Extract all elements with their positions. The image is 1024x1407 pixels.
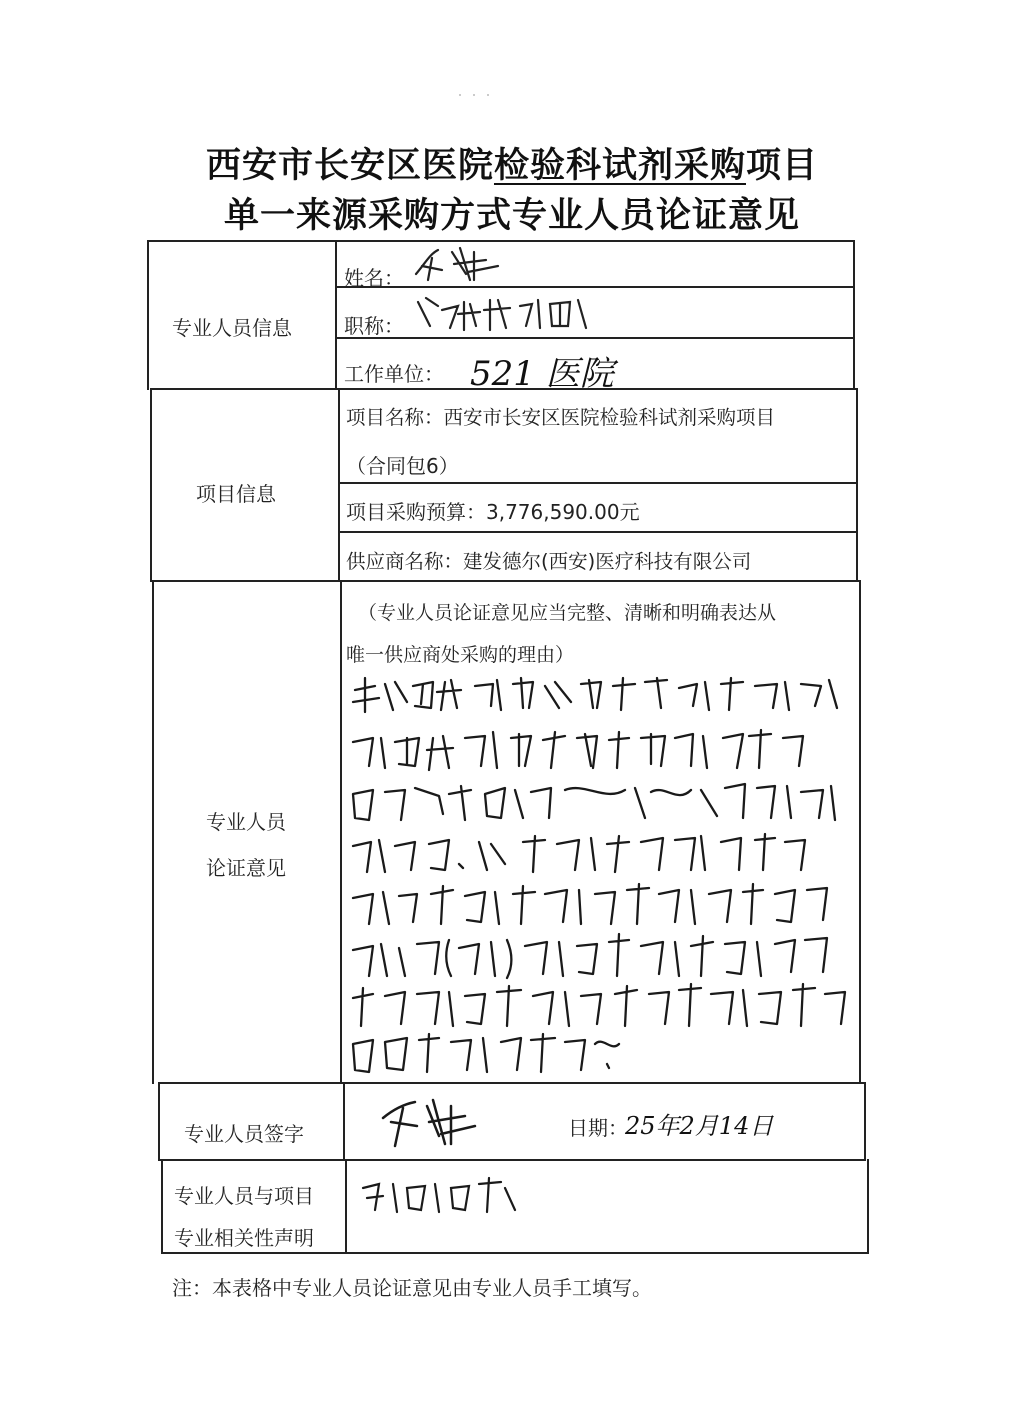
supplier-name: 供应商名称：建发德尔(西安)医疗科技有限公司 [346,550,752,573]
handwritten-relevance-statement [355,1174,525,1218]
scan-speck [450,92,510,98]
opinion-instruction-line1: （专业人员论证意见应当完整、清晰和明确表达从 [358,602,777,624]
footer-note: 注：本表格中专业人员论证意见由专业人员手工填写。 [172,1276,652,1300]
section-label-expert-info: 专业人员信息 [172,316,292,340]
project-name: 项目名称：西安市长安区医院检验科试剂采购项目 [346,406,776,429]
handwritten-date: 25年2月14日 [625,1112,774,1140]
handwritten-work-unit: 521 医院 [470,354,614,394]
handwritten-job-title [410,292,600,336]
title-underlined-segment: 检验科试剂采购 [493,145,746,186]
project-budget: 项目采购预算：3,776,590.00元 [346,500,640,524]
project-package: （合同包6） [346,454,459,478]
section-label-opinion-1: 专业人员 [206,810,286,834]
work-unit-label: 工作单位： [344,362,444,386]
relevance-label-line2: 专业相关性声明 [174,1226,314,1250]
document-title-line1: 西安市长安区医院检验科试剂采购项目 [205,145,819,186]
opinion-instruction-line2: 唯一供应商处采购的理由） [346,644,575,666]
document-title-line2: 单一来源采购方式专业人员论证意见 [223,195,800,236]
name-label: 姓名： [344,266,404,290]
relevance-label-line1: 专业人员与项目 [174,1184,314,1208]
handwritten-opinion-text [345,672,855,1082]
job-title-label: 职称： [344,314,404,338]
handwritten-expert-signature [375,1096,485,1150]
signature-label: 专业人员签字 [184,1122,304,1146]
section-label-project-info: 项目信息 [196,482,276,506]
date-label: 日期： [568,1116,628,1140]
section-label-opinion-2: 论证意见 [206,856,286,880]
handwritten-name-signature [408,244,508,284]
